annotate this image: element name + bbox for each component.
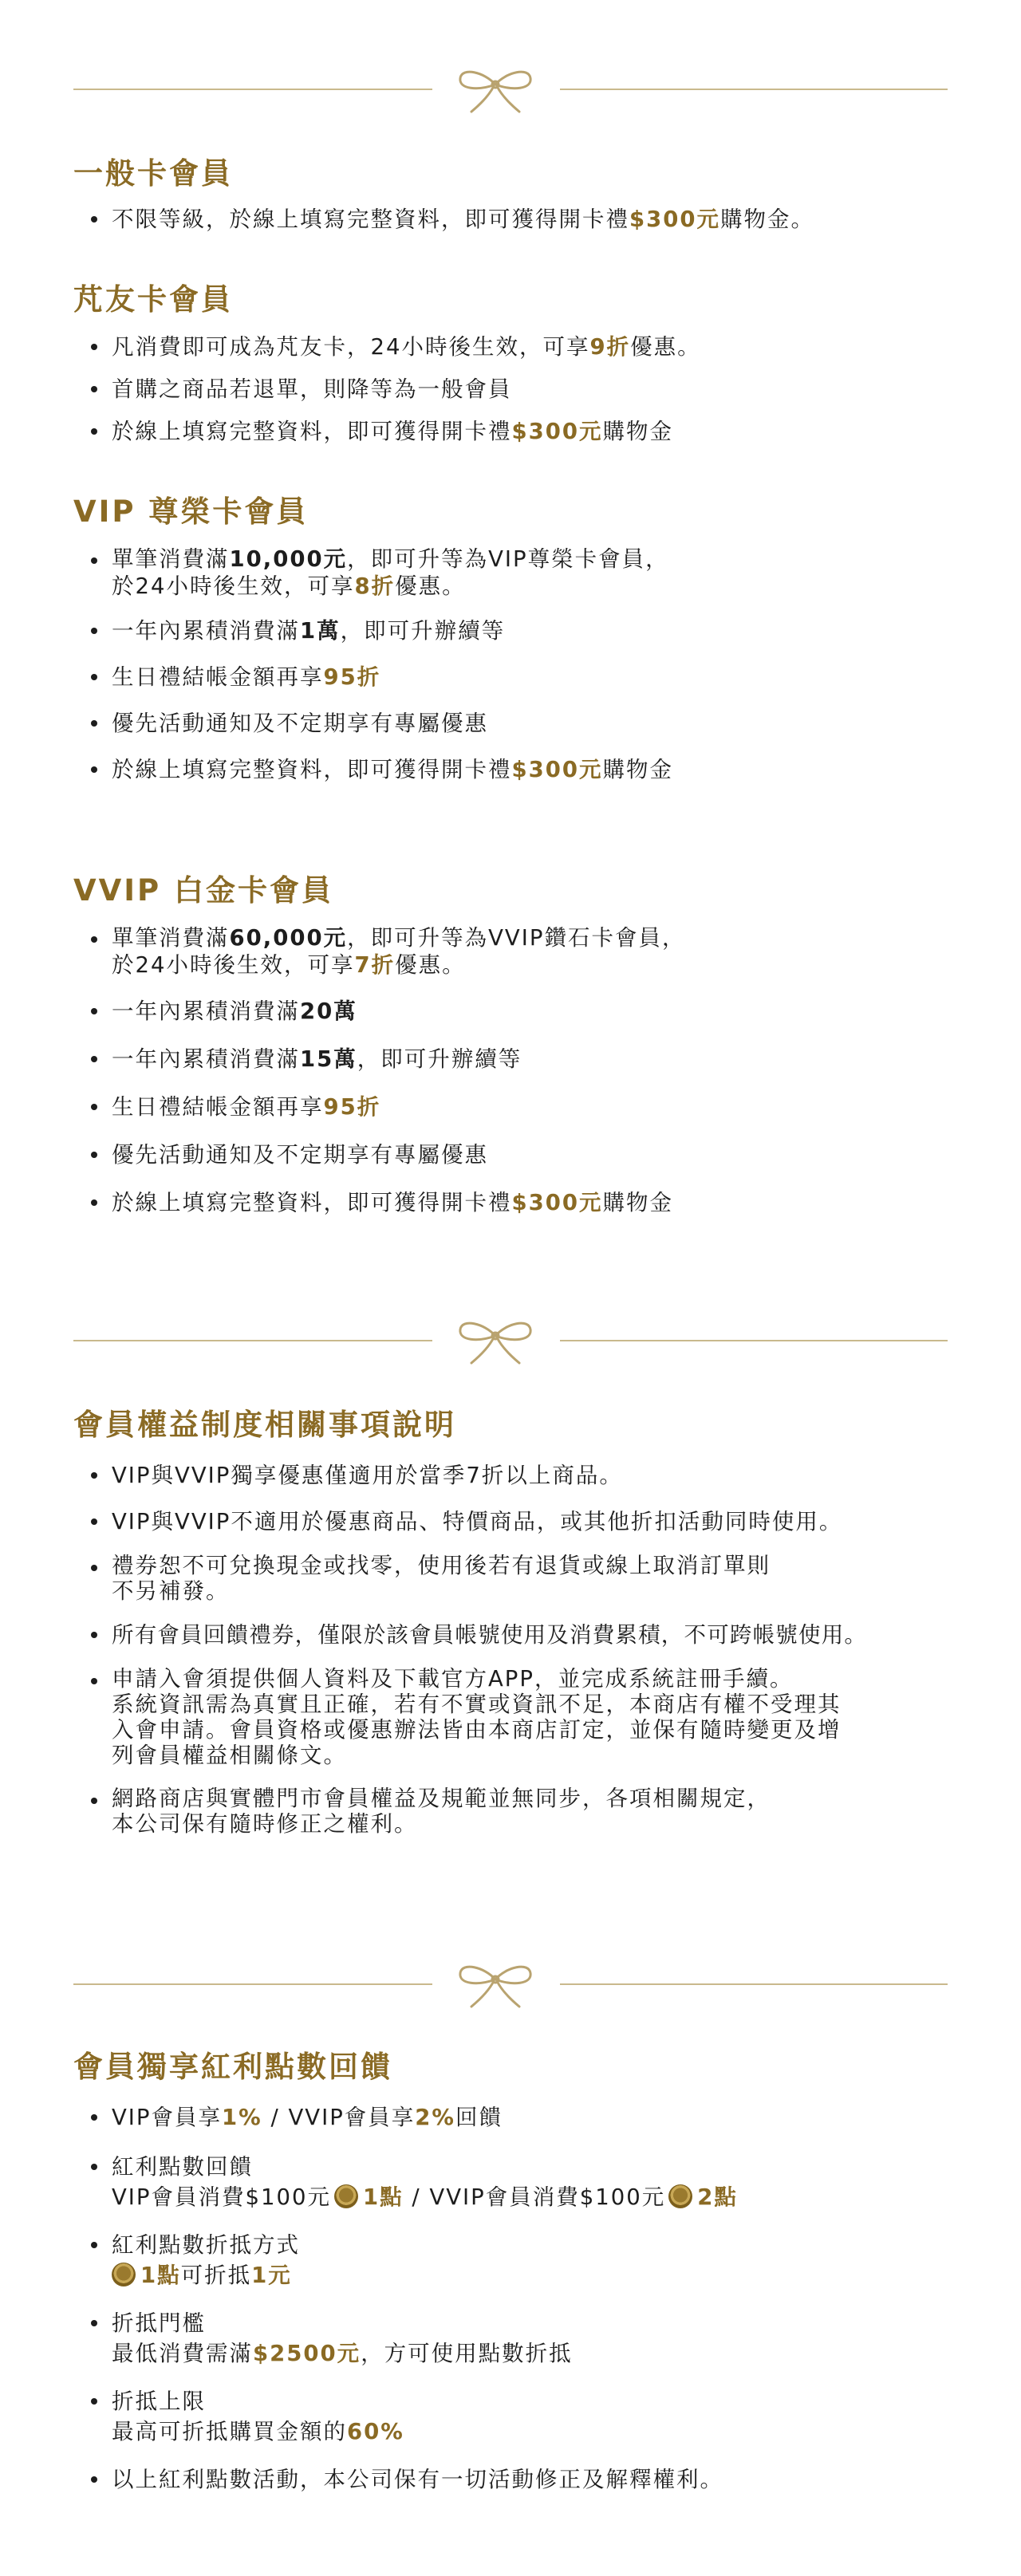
section-divider [73,1956,948,2011]
divider-line [73,1340,432,1341]
list-item: 首購之商品若退單，則降等為一般會員 [73,374,959,404]
divider-line [560,1340,948,1341]
bonus-point-coin-icon [334,2184,358,2208]
section-divider [73,61,948,116]
bonus-points-section [73,2048,959,2495]
list-item: 申請入會須提供個人資料及下載官方APP，並完成系統註冊手續。 系統資訊需為真實且正確，若有不實或資訊不足，本商店有權不受理其 入會申請。會員資格或優惠辦法皆由本商店訂定，並保有隨時變更及增 列會員權益相關條文。 [73,1666,959,1768]
list-item: 紅利點數回饋 VIP會員消費$100元 1點 / VVIP會員消費$100元 2點 [73,2152,959,2212]
list-item: 生日禮結帳金額再享95折 [73,662,959,692]
list-item: 禮券恕不可兌換現金或找零，使用後若有退貨或線上取消訂單則 不另補發。 [73,1553,959,1604]
list-item: 一年內累積消費滿1萬，即可升辦續等 [73,616,959,646]
ribbon-bow-icon [454,61,537,116]
section-title: 芃友卡會員 [73,282,233,317]
divider-line [73,89,432,90]
section-title: 會員獨享紅利點數回饋 [73,2050,392,2084]
divider-line [560,89,948,90]
vvip-member-section [73,872,959,1218]
list-item: 網路商店與實體門市會員權益及規範並無同步，各項相關規定， 本公司保有隨時修正之權利。 [73,1786,959,1837]
list-item: 生日禮結帳金額再享95折 [73,1092,959,1122]
vip-member-section [73,493,959,785]
list-item: 紅利點數折抵方式 1點可折抵1元 [73,2230,959,2290]
list-item: 一年內累積消費滿15萬，即可升辦續等 [73,1044,959,1074]
ribbon-bow-icon [454,1312,537,1368]
list-item: VIP與VVIP獨享優惠僅適用於當季7折以上商品。 [73,1460,959,1491]
section-title: VIP 尊榮卡會員 [73,494,309,529]
list-item: VIP會員享1% / VVIP會員享2%回饋 [73,2102,959,2133]
list-item: 不限等級，於線上填寫完整資料，即可獲得開卡禮$300元購物金。 [73,204,959,234]
list-item: 凡消費即可成為芃友卡，24小時後生效，可享9折優惠。 [73,332,959,362]
list-item: 單筆消費滿10,000元，即可升等為VIP尊榮卡會員， 於24小時後生效，可享8折優惠。 [73,546,959,600]
section-title: 會員權益制度相關事項說明 [73,1408,456,1442]
general-member-section [73,155,959,234]
list-item: 於線上填寫完整資料，即可獲得開卡禮$300元購物金 [73,754,959,785]
list-item: 於線上填寫完整資料，即可獲得開卡禮$300元購物金 [73,416,959,447]
list-item: 優先活動通知及不定期享有專屬優惠 [73,1140,959,1170]
bonus-point-coin-icon [668,2184,692,2208]
section-divider [73,1312,948,1368]
list-item: 折抵門檻 最低消費需滿$2500元，方可使用點數折抵 [73,2308,959,2369]
list-item: 以上紅利點數活動，本公司保有一切活動修正及解釋權利。 [73,2464,959,2495]
list-item: 優先活動通知及不定期享有專屬優惠 [73,708,959,739]
list-item: 折抵上限 最高可折抵購買金額的60% [73,2386,959,2447]
friend-member-section [73,281,959,447]
section-title: 一般卡會員 [73,156,233,191]
list-item: 所有會員回饋禮券，僅限於該會員帳號使用及消費累積，不可跨帳號使用。 [73,1620,959,1650]
divider-line [560,1983,948,1985]
list-item: VIP與VVIP不適用於優惠商品、特價商品，或其他折扣活動同時使用。 [73,1507,959,1537]
list-item: 單筆消費滿60,000元，即可升等為VVIP鑽石卡會員， 於24小時後生效，可享7折優惠。 [73,924,959,979]
bonus-point-coin-icon [112,2263,136,2286]
divider-line [73,1983,432,1985]
ribbon-bow-icon [454,1956,537,2011]
section-title: VVIP 白金卡會員 [73,873,334,908]
list-item: 於線上填寫完整資料，即可獲得開卡禮$300元購物金 [73,1188,959,1218]
list-item: 一年內累積消費滿20萬 [73,996,959,1026]
member-rules-section [73,1406,959,1837]
